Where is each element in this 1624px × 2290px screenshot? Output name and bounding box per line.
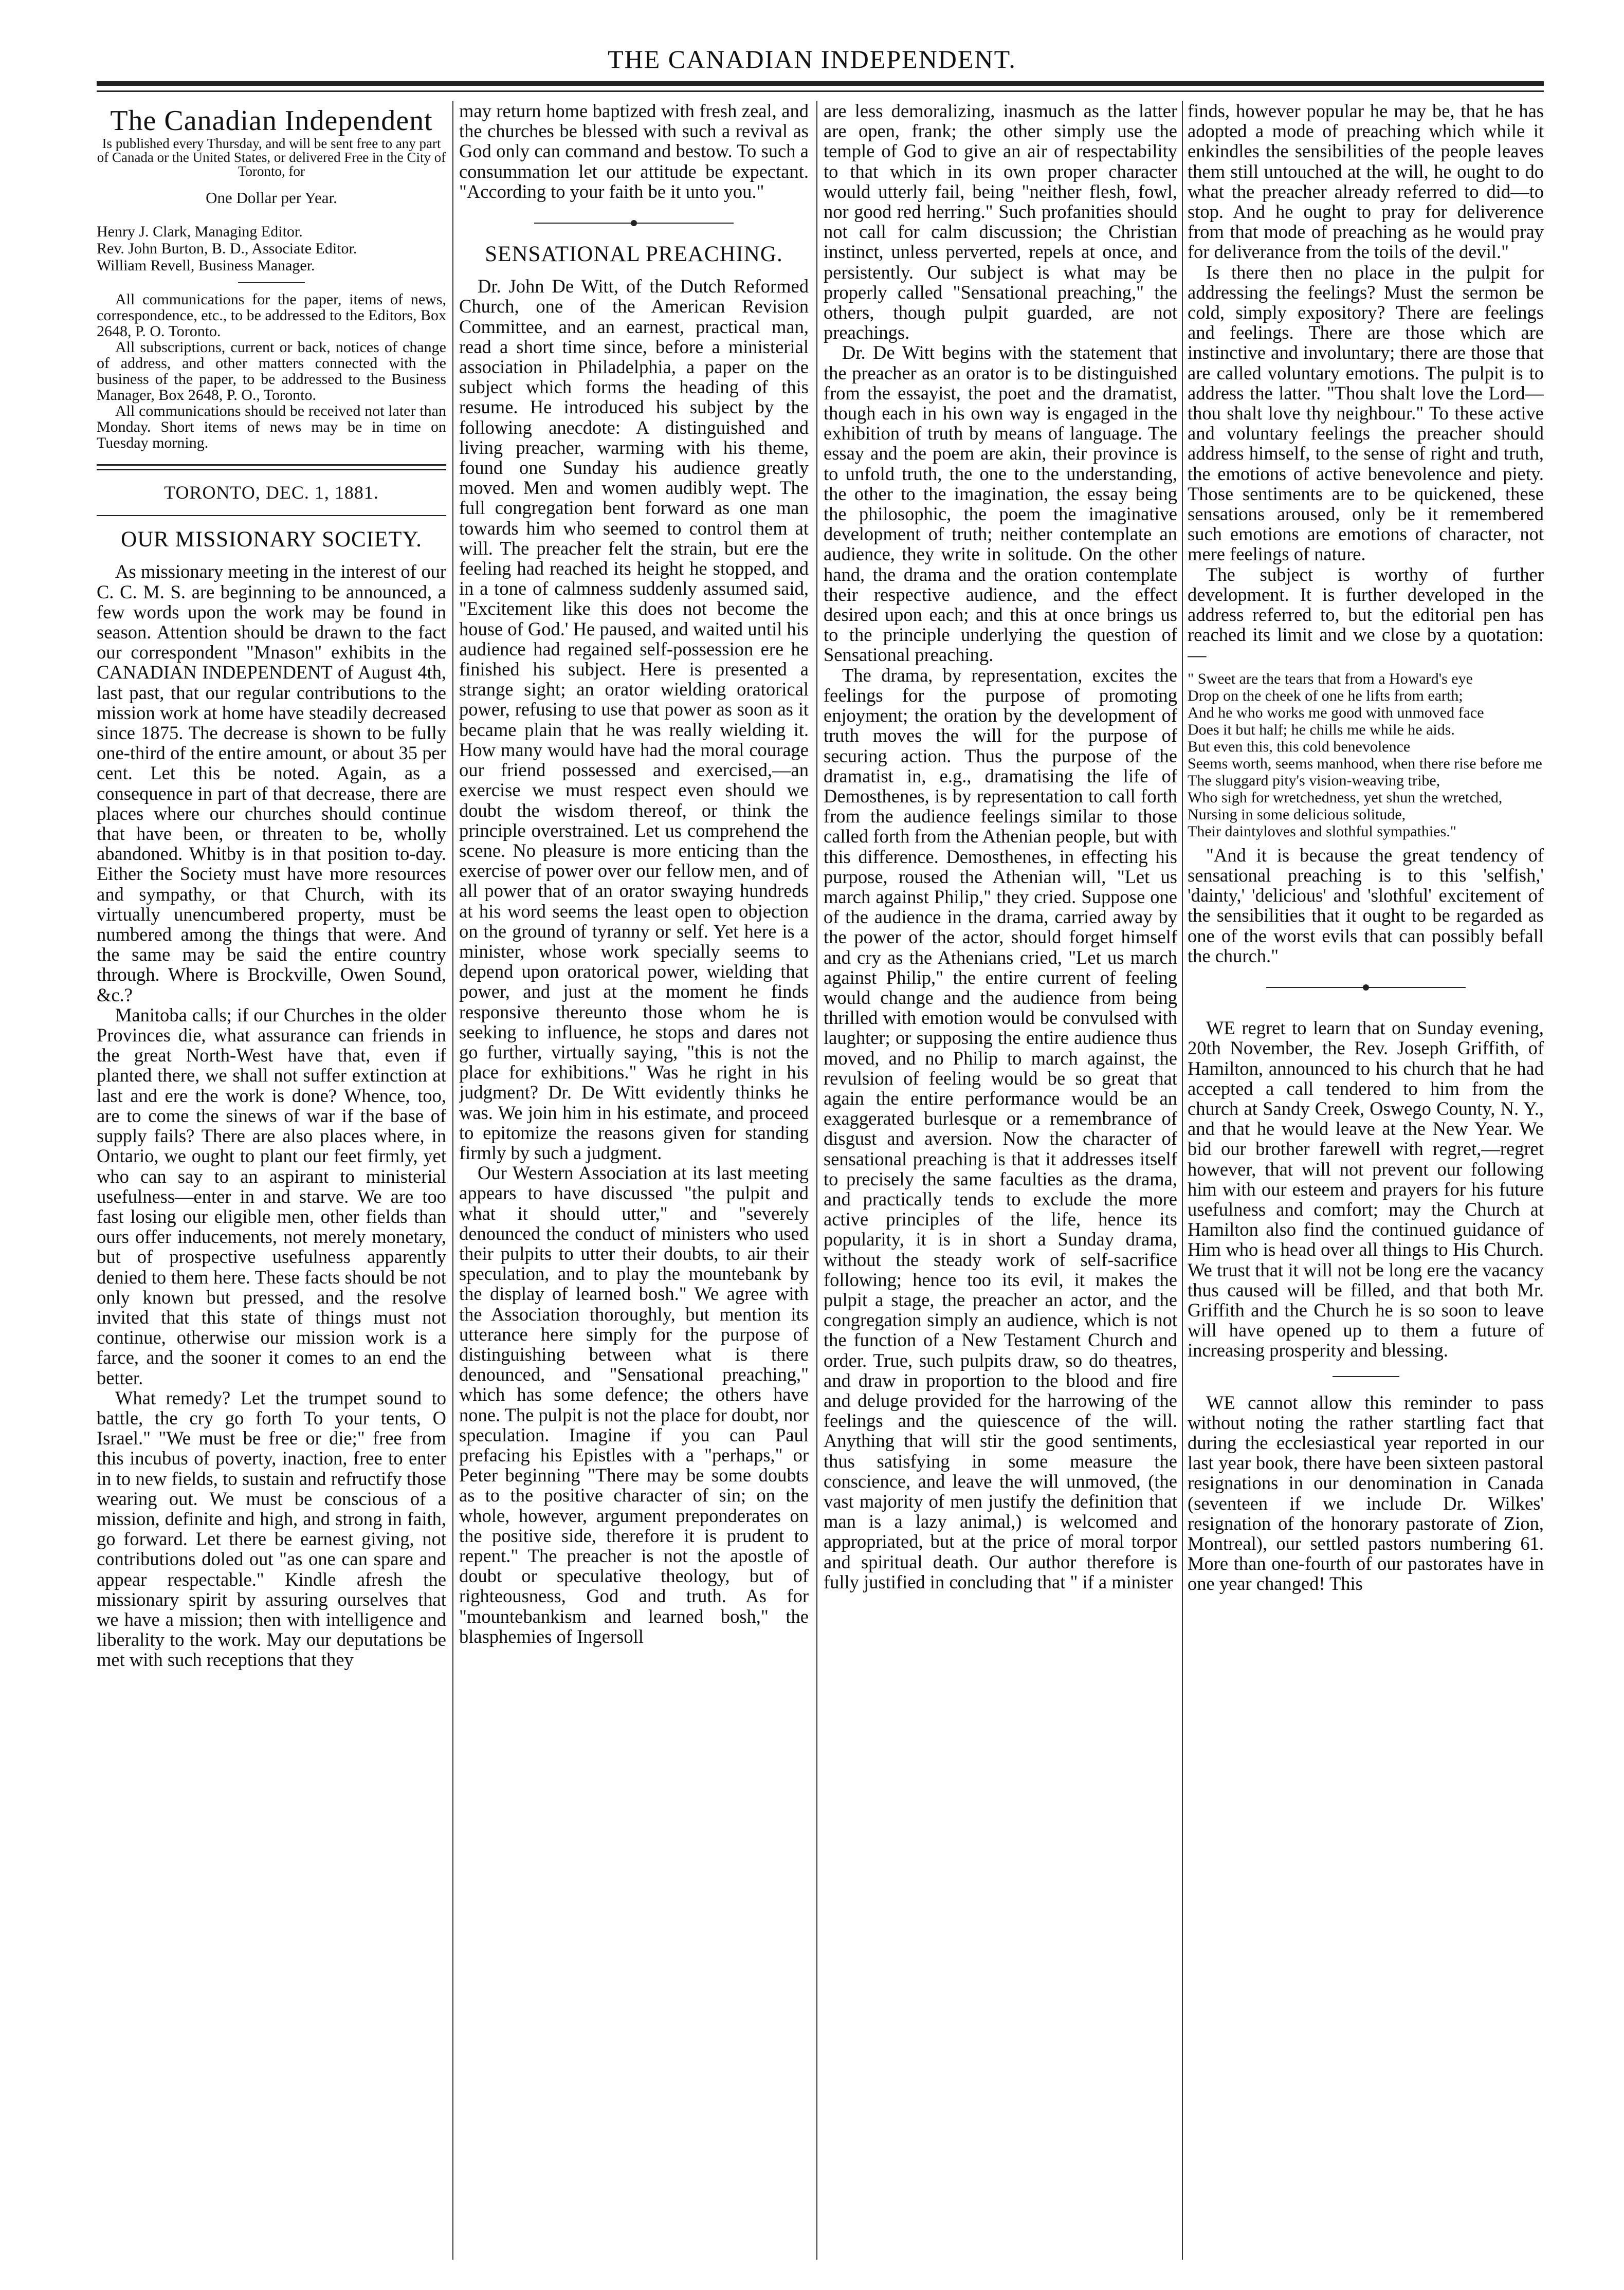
column-1	[97, 101, 446, 2260]
column-2	[459, 101, 809, 2260]
verse-line: But even this, this cold benevolence	[1188, 738, 1411, 755]
article-paragraph: Our Western Association at its last meeting appears to have discussed "the pulpit and what it should utter," and "severely denounced the conduct of ministers who used their pulpits to utter their doubts, to air their speculation, and to play the mountebank by the display of learned bosh." We agree with the Association thoroughly, but mention its utterance here simply for the purpose of distinguishing between what is there denounced, and "Sensational preaching," which has some defence; the others have none. The pulpit is not the place for doubt, nor speculation. Imagine if you can Paul prefacing his Epistles with a "perhaps," or Peter beginning "There may be some doubts as to the positive character of sin; on the whole, however, argument preponderates on the positive side, therefore it is prudent to repent." The preacher is not the apostle of doubt or speculative theology, but of righteousness, God and truth. As for "mountebankism and learned bosh," the blasphemies of Ingersoll	[459, 1162, 809, 1647]
article-paragraph: Is there then no place in the pulpit for addressing the feelings? Must the sermon be cold, simply expository? There are feelings and feelings. There are those which are instinctive and involuntary; there are those that are called voluntary emotions. The pulpit is to address the latter. "Thou shalt love the Lord—thou shalt love thy neighbour." To these active and voluntary feelings the preacher should address himself, to the sense of right and truth, the emotions of active benevolence and piety. Those sentiments are to be quickened, these sensations aroused, only be it remembered such emotions are emotions of character, not mere feelings of nature.	[1188, 261, 1544, 565]
column-4	[1188, 101, 1544, 2260]
news-item: WE regret to learn that on Sunday evening, 20th November, the Rev. Joseph Griffith, of Hamilton, announced to his church that he had accepted a call tendered to him from the church at Sandy Creek, Oswego County, N. Y., and that he would leave at the New Year. We bid our brother farewell with regret,—regret however, that will not prevent our following him with our esteem and prayers for his future usefulness and comfort; may the Church at Hamilton also find the continued guidance of Him who is head over all things to His Church. We trust that it will not be long ere the vacancy thus caused will be filled, and that both Mr. Griffith and the Church he is so soon to leave will have opened up to them a future of increasing prosperity and blessing.	[1188, 1017, 1544, 1361]
verse-line: And he who works me good with unmoved face	[1188, 704, 1484, 721]
article-paragraph: As missionary meeting in the interest of our C. C. M. S. are beginning to be announced, a few words upon the work may be found in season. Attention should be drawn to the fact our correspondent "Mnason" exhibits in the CANADIAN INDEPENDENT of August 4th, last past, that our regular contributions to the mission work at home have steadily decreased since 1875. The decrease is shown to be fully one-third of the entire amount, or about 35 per cent. Let this be noted. Again, as a consequence in part of that decrease, there are places where our churches should continue that have been, or threaten to be, wholly abandoned. Whitby is in that position to-day. Either the Society must have more resources and sympathy, or that Church, with its virtually unencumbered property, must be numbered among the things that were. And the same may be said the entire country through. Where is Brockville, Owen Sound, &c.?	[97, 561, 446, 1005]
notice: All communications for the paper, items of news, correspondence, etc., to be addressed to the Editors, Box 2648, P. O. Toronto.	[97, 291, 446, 340]
article-paragraph: The drama, by representation, excites the feelings for the purpose of promoting enjoyment; the oration by the development of truth moves the will for the purpose of securing action. Thus the purpose of the dramatist in, e.g., dramatising the life of Demosthenes, is by representation to call forth from the audience feelings similar to those called forth from the Athenian people, but with this difference. Demosthenes, in effecting his purpose, roused the Athenian will, "Let us march against Philip," they cried. Suppose one of the audience in the drama, carried away by the power of the actor, should forget himself and cry as the Athenians cried, "Let us march against Philip," the entire current of feeling would change and the audience from being thrilled with emotion would be convulsed with laughter; or supposing the entire audience thus moved, and no Philip to march against, the revulsion of feeling would be so great that again the entire performance would be an exaggerated burlesque or a remembrance of disgust and aversion. Now the character of sensational preaching is that it addresses itself to precisely the same faculties as the drama, and practically tends to exclude the more active principles of the life, hence its popularity, it is in short a Sunday drama, without the steady work of self-sacrifice following; hence too its evil, it makes the pulpit a stage, the preacher an actor, and the congregation simply an audience, which is not the function of a New Testament Church and order. True, such pulpits draw, so do theatres, and draw in proportion to the blood and fire and deluge provided for the harrowing of the feelings and the quiescence of the will. Anything that will stir the good sentiments, thus satisfying in some measure the conscience, and leave the will unmoved, (the vast majority of men justify the definition that man is a lazy animal,) is welcomed and appropriated, but at the price of moral torpor and spiritual death. Our author therefore is fully justified in concluding that " if a minister	[824, 664, 1177, 1592]
spacer	[1188, 1004, 1544, 1018]
divider	[1333, 1376, 1399, 1377]
notice: All subscriptions, current or back, notices of change of address, and other matters connected with the business of the paper, to be addressed to the Business Manager, Box 2648, P. O., Toronto.	[97, 339, 446, 404]
article-paragraph: Dr. John De Witt, of the Dutch Reformed Church, one of the American Revision Committee, and an earnest, practical man, read a short time since, before a ministerial association in Philadelphia, a paper on the subject which forms the heading of this resume. He introduced his subject by the following anecdote: A distinguished and living preacher, warming with his theme, found one Sunday his audience greatly moved. Men and women audibly wept. The full congregation bent forward as one man towards him who seemed to control them at will. The preacher felt the strain, but ere the feeling had reached its height he stopped, and in a tone of calmness suddenly assumed said, "Excitement like this does not become the house of God.' He paused, and waited until his audience had regained self-possession ere he finished his subject. Here is presented a strange sight; an orator wielding oratorical power, refusing to use that power as soon as it became plain that he was really wielding it. How many would have had the moral courage our friend possessed and exercised,—an exercise we must respect even should we doubt the wisdom thereof, or think the principle overstrained. Let us comprehend the scene. No pleasure is more enticing than the exercise of power over our fellow men, and of all power that of an orator swaying hundreds at his word seems the least open to objection on the ground of tyranny or self. Yet here is a minister, whose work specially seems to depend upon oratorical power, wielding that power, and just at the moment he finds responsive thereunto those whom he is seeking to influence, he stops and dares not go further, virtually saying, "this is not the place for exhibitions." Was he right in his judgment? Dr. De Witt evidently thinks he was. We join him in his estimate, and proceed to epitomize the reasons given for standing firmly by such a judgment.	[459, 276, 809, 1163]
article-paragraph: are less demoralizing, inasmuch as the latter are open, frank; the other simply use the temple of God to give an air of respectability to that which in its own proper character would utterly fail, being "neither flesh, fowl, nor good red herring." Such profanities should not call for calm discussion; the Christian instinct, unless perverted, repels at once, and persistently. Our subject is what may be properly called "Sensational preaching," the others, though pulpit guarded, are not preachings.	[824, 101, 1177, 343]
quotation-verse	[1188, 670, 1544, 840]
masthead: THE CANADIAN INDEPENDENT.	[608, 45, 1016, 74]
column-rule	[1182, 101, 1183, 2260]
verse-line: Their daintyloves and slothful sympathies."	[1188, 822, 1456, 840]
article-paragraph: The subject is worthy of further development. It is further developed in the address referred to, but the editorial pen has reached its limit and we close by a quotation:—	[1188, 563, 1544, 666]
staff-line: William Revell, Business Manager.	[97, 257, 315, 274]
verse-line: Seems worth, seems manhood, when there rise before me	[1188, 755, 1542, 772]
ornamental-divider	[459, 211, 809, 231]
verse-line: Drop on the cheek of one he lifts from earth;	[1188, 687, 1463, 704]
issue-date: TORONTO, DEC. 1, 1881.	[164, 482, 379, 503]
subscription-price: One Dollar per Year.	[206, 189, 337, 207]
article-paragraph: Dr. De Witt begins with the statement that the preacher as an orator is to be distinguished from the essayist, the poet and the dramatist, though each in his own way is engaged in the exhibition of truth by means of language. The essay and the poem are akin, their province is to unfold truth, the one to the understanding, the other to the imagination, the essay being the philosophic, the poem the imaginative development of truth; neither contemplate an audience, they write in solitude. On the other hand, the drama and the oration contemplate their respective audience, and the effect desired upon each; and this at once brings us to the principle underlying the question of Sensational preaching.	[824, 342, 1177, 666]
masthead-rule-thin	[97, 90, 1544, 92]
news-item: WE cannot allow this reminder to pass without noting the rather startling fact that during the ecclesiastical year reported in our last year book, there have been sixteen pastoral resignations in our denomination in Canada (seventeen if we include Dr. Wilkes' resignation of the honorary pastorate of Zion, Montreal), our settled pastors numbering 61. More than one-fourth of our pastorates have in one year changed! This	[1188, 1391, 1544, 1595]
divider	[97, 515, 446, 516]
article-heading: SENSATIONAL PREACHING.	[485, 242, 783, 267]
article-paragraph: Manitoba calls; if our Churches in the older Provinces die, what assurance can friends in the great North-West have that, even if planted there, we shall not suffer extinction at last and ere the work is done? Whence, too, are to come the sinews of war if the base of supply fails? There are also places where, in Ontario, we ought to plant our feet firmly, yet who can say to an aspirant to ministerial usefulness—enter in and starve. We are too fast losing our eligible men, other fields than ours offer inducements, not merely monetary, but of prospective usefulness apparently denied to them here. These facts should be not only known but pressed, and the resolve invited that this state of things must not continue, otherwise our mission work is a farce, and the sooner it comes to an end the better.	[97, 1004, 446, 1388]
divider	[238, 282, 305, 283]
notice: All communications should be received not later than Monday. Short items of news may be in time on Tuesday morning.	[97, 402, 446, 452]
masthead-rule	[97, 81, 1544, 86]
article-paragraph: may return home baptized with fresh zeal, and the churches be blessed with such a revival as God only can command and bestow. To such a consummation let our attitude be expectant. "According to your faith be it unto you."	[459, 101, 809, 202]
verse-line: Who sigh for wretchedness, yet shun the wretched,	[1188, 789, 1503, 806]
publication-info: Is published every Thursday, and will be sent free to any part of Canada or the United States, or delivered Free in the City of Toronto, for	[97, 136, 446, 179]
article-paragraph: finds, however popular he may be, that he has adopted a mode of preaching which while it enkindles the sensibilities of the people leaves them still untouched at the will, he ought to do what the preacher already referred to did—to stop. And he ought to pray for deliverence from that mode of preaching as he would pray for deliverance from the toils of the devil."	[1188, 101, 1544, 263]
article-paragraph: What remedy? Let the trumpet sound to battle, the cry go forth To your tents, O Israel." "We must be free or die;" free from this incubus of poverty, inaction, free to enter in to new fields, to sustain and refructify those wearing out. We must be conscious of a mission, definite and high, and strong in faith, go forward. Let there be earnest giving, not contributions doled out "as one can spare and appear respectable." Kindle afresh the missionary spirit by assuring ourselves that we have a mission; then with intelligence and liberality to the work. May our deputations be met with such receptions that they	[97, 1387, 446, 1671]
double-rule	[97, 464, 446, 470]
article-heading: OUR MISSIONARY SOCIETY.	[121, 527, 422, 552]
verse-line: The sluggard pity's vision-weaving tribe,	[1188, 772, 1440, 789]
staff-line: Rev. John Burton, B. D., Associate Editor.	[97, 240, 357, 258]
verse-line: " Sweet are the tears that from a Howard's eye	[1188, 670, 1473, 687]
paper-title: The Canadian Independent	[110, 105, 433, 137]
staff-line: Henry J. Clark, Managing Editor.	[97, 223, 303, 241]
verse-line: Does it but half; he chills me while he aids.	[1188, 721, 1455, 738]
column-rule	[452, 101, 453, 2260]
ornamental-divider	[1188, 975, 1544, 995]
column-3	[824, 101, 1177, 2260]
column-rule	[816, 101, 817, 2260]
article-paragraph: "And it is because the great tendency of sensational preaching is to this 'selfish,' 'dainty,' 'delicious' and 'slothful' excitement of the sensibilities that it ought to be regarded as one of the worst evils that can possibly befall the church."	[1188, 844, 1544, 966]
verse-line: Nursing in some delicious solitude,	[1188, 805, 1406, 823]
